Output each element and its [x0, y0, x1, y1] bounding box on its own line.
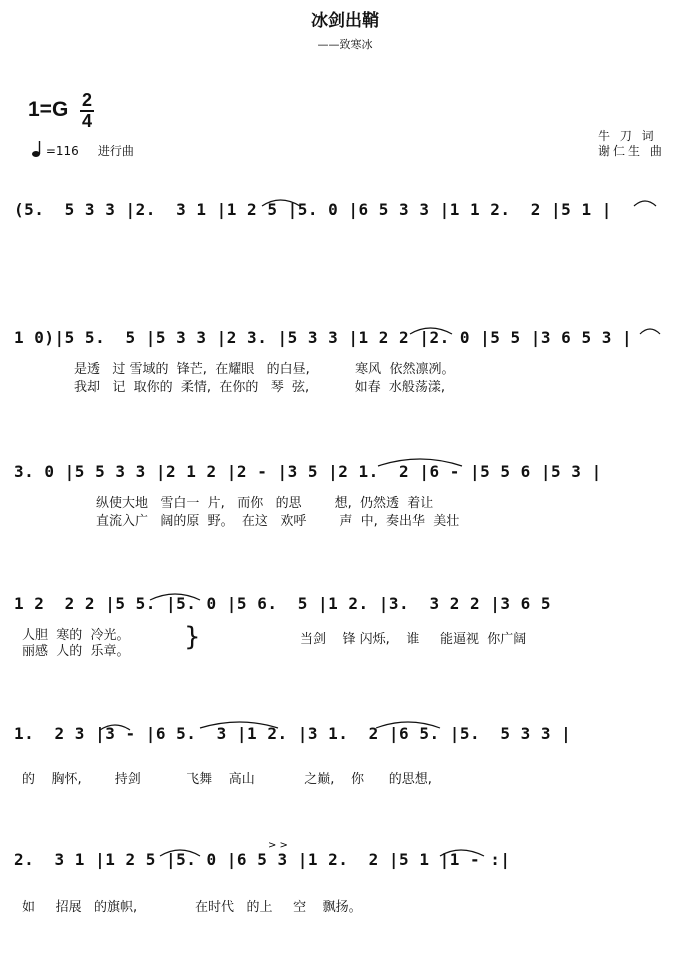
time-top: 2 [81, 90, 92, 110]
staff-system-6 [0, 840, 690, 920]
lyrics-verse-1: 如 招展 的旗帜, 在时代 的上 空 飘扬。 [22, 900, 362, 915]
tempo-style: 进行曲 [97, 144, 134, 158]
key-signature: 1=G [28, 98, 69, 121]
lyricist: 牛 刀 词 [598, 129, 657, 143]
staff-system-3 [0, 462, 690, 532]
song-title: 冰剑出鞘 [311, 11, 379, 31]
notation-line: 2. 3 1 |1 2 5 |5. 0 |6 5 3 |1 2. 2 |5 1 |1 - :| [14, 850, 511, 869]
staff-system-1 [0, 200, 690, 240]
lyrics-verse-1: 纵使大地 雪白一 片, 而你 的思 想, 仍然透 着让 [96, 496, 434, 511]
tempo-value: =116 [45, 144, 79, 158]
slur-marks [0, 328, 690, 368]
staff-system-2 [0, 328, 690, 398]
time-bottom: 4 [81, 111, 92, 131]
lyrics-verse-2: 我却 记 取你的 柔情, 在你的 琴 弦, 如春 水般荡漾, [74, 380, 445, 395]
svg-text:> >: > > [268, 840, 288, 851]
slur-marks [0, 594, 690, 634]
tempo-marking [32, 140, 134, 159]
staff-system-4 [0, 594, 690, 664]
lyrics-verse-1: 人胆 寒的 冷光。 [22, 628, 130, 643]
lyrics-shared: 当剑 锋 闪烁, 谁 能逼视 你广阔 [300, 632, 527, 647]
slur-marks [0, 462, 690, 502]
lyrics-verse-2: 直流入广 阔的原 野。 在这 欢呼 声 中, 奏出华 美壮 [96, 514, 460, 529]
song-subtitle: ——致寒冰 [317, 38, 373, 51]
notation-line: 3. 0 |5 5 3 3 |2 1 2 |2 - |3 5 |2 1. 2 |6 - |5 5 6 |5 3 | [14, 462, 602, 481]
slur-marks [0, 200, 690, 240]
notation-line: 1 0)|5 5. 5 |5 3 3 |2 3. |5 3 3 |1 2 2 |2. 0 |5 5 |3 6 5 3 | [14, 328, 633, 347]
staff-system-5 [0, 724, 690, 787]
notation-line: (5. 5 3 3 |2. 3 1 |1 2 5 |5. 0 |6 5 3 3 |1 1 2. 2 |5 1 | [14, 200, 612, 219]
notation-line: 1 2 2 2 |5 5. |5. 0 |5 6. 5 |1 2. |3. 3 2 2 |3 6 5 [14, 594, 562, 613]
verse-brace: } [184, 622, 201, 652]
lyrics-verse-1: 的 胸怀, 持剑 飞舞 高山 之巅, 你 的思想, [22, 772, 432, 787]
lyrics-verse-1: 是透 过 雪域的 锋芒, 在耀眼 的白昼, 寒风 依然凛冽。 [74, 362, 455, 377]
composer: 谢仁生 曲 [598, 144, 665, 158]
slur-marks [0, 724, 690, 764]
notation-line: 1. 2 3 |3 - |6 5. 3 |1 2. |3 1. 2 |6 5. |5. 5 3 3 | [14, 724, 572, 743]
lyrics-verse-2: 丽感 人的 乐章。 [22, 644, 130, 659]
slur-marks [0, 840, 690, 890]
quarter-note-icon [32, 140, 42, 158]
time-signature [80, 92, 94, 130]
credits [598, 129, 665, 159]
